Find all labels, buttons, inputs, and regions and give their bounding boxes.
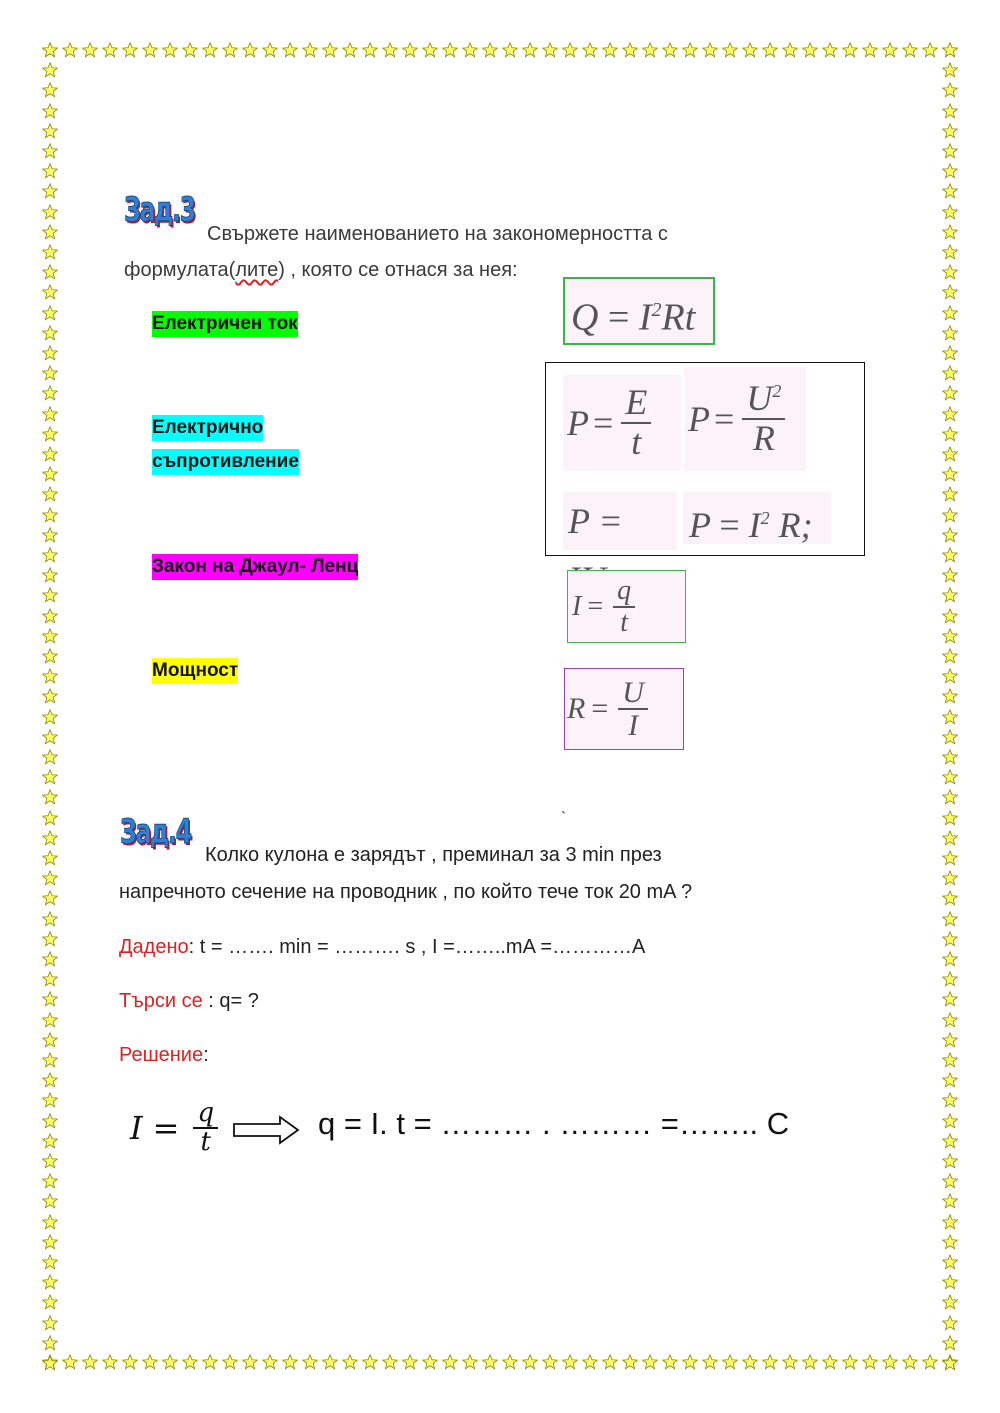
star-icon — [942, 789, 958, 805]
star-icon — [42, 183, 58, 199]
star-icon — [42, 123, 58, 139]
star-icon — [42, 830, 58, 846]
star-icon — [942, 1072, 958, 1088]
star-icon — [62, 1354, 78, 1370]
star-icon — [42, 749, 58, 765]
star-icon — [142, 42, 158, 58]
star-icon — [42, 507, 58, 523]
star-icon — [122, 42, 138, 58]
underlined-word: лите — [235, 259, 279, 281]
star-icon — [942, 870, 958, 886]
star-icon — [842, 42, 858, 58]
star-icon — [202, 1354, 218, 1370]
star-icon — [942, 143, 958, 159]
task3-badge: Зад.3 — [124, 190, 195, 230]
formula-resistance[interactable]: R = $\frac{U}{I}$ — [564, 668, 684, 750]
star-icon — [42, 284, 58, 300]
star-icon — [942, 446, 958, 462]
star-icon — [342, 42, 358, 58]
star-icon — [502, 1354, 518, 1370]
star-icon — [42, 1294, 58, 1310]
star-icon — [42, 1113, 58, 1129]
star-icon — [42, 911, 58, 927]
star-icon — [42, 486, 58, 502]
star-icon — [942, 1294, 958, 1310]
star-icon — [942, 284, 958, 300]
star-icon — [42, 1072, 58, 1088]
star-icon — [42, 709, 58, 725]
star-border-bottom — [40, 1352, 960, 1372]
star-icon — [582, 1354, 598, 1370]
star-icon — [942, 1335, 958, 1351]
star-icon — [42, 305, 58, 321]
star-icon — [42, 1214, 58, 1230]
star-icon — [102, 1354, 118, 1370]
star-icon — [402, 42, 418, 58]
star-icon — [42, 547, 58, 563]
formula-power-u2-over-r[interactable]: P = $\frac{U^2}{R}$ — [684, 367, 806, 471]
star-icon — [42, 789, 58, 805]
star-icon — [42, 951, 58, 967]
star-icon — [942, 971, 958, 987]
star-icon — [242, 42, 258, 58]
star-icon — [42, 769, 58, 785]
star-icon — [102, 42, 118, 58]
star-icon — [942, 103, 958, 119]
star-icon — [942, 163, 958, 179]
star-icon — [942, 648, 958, 664]
star-icon — [942, 547, 958, 563]
star-icon — [582, 42, 598, 58]
star-icon — [42, 406, 58, 422]
star-icon — [42, 325, 58, 341]
star-icon — [942, 729, 958, 745]
star-icon — [922, 42, 938, 58]
star-icon — [942, 628, 958, 644]
star-icon — [482, 1354, 498, 1370]
star-icon — [942, 183, 958, 199]
star-icon — [942, 890, 958, 906]
star-icon — [602, 1354, 618, 1370]
star-icon — [942, 749, 958, 765]
star-icon — [82, 42, 98, 58]
star-icon — [942, 1153, 958, 1169]
star-icon — [942, 769, 958, 785]
star-icon — [42, 567, 58, 583]
star-icon — [42, 224, 58, 240]
star-icon — [862, 1354, 878, 1370]
star-icon — [42, 1032, 58, 1048]
star-icon — [502, 42, 518, 58]
star-icon — [342, 1354, 358, 1370]
stray-mark: ` — [561, 810, 567, 827]
star-icon — [942, 830, 958, 846]
solution-line: Решение: — [119, 1044, 209, 1066]
star-icon — [942, 1113, 958, 1129]
solution-result: q = I. t = ……… . ……… =…….. C — [318, 1106, 790, 1141]
star-icon — [42, 971, 58, 987]
star-icon — [742, 42, 758, 58]
star-icon — [222, 1354, 238, 1370]
star-icon — [942, 1052, 958, 1068]
star-icon — [282, 42, 298, 58]
star-icon — [902, 42, 918, 58]
star-icon — [942, 507, 958, 523]
star-icon — [742, 1354, 758, 1370]
star-icon — [362, 1354, 378, 1370]
star-icon — [942, 1274, 958, 1290]
star-border-left — [40, 40, 60, 1375]
star-icon — [42, 1335, 58, 1351]
star-icon — [462, 42, 478, 58]
star-icon — [942, 62, 958, 78]
star-icon — [122, 1354, 138, 1370]
star-icon — [942, 1193, 958, 1209]
star-icon — [622, 42, 638, 58]
star-icon — [42, 1193, 58, 1209]
label-joule-lenz[interactable]: Закон на Джаул- Ленц — [152, 550, 358, 584]
star-icon — [62, 42, 78, 58]
formula-current[interactable]: I = $\frac{q}{t}$ — [567, 570, 686, 643]
star-icon — [42, 688, 58, 704]
star-icon — [42, 1133, 58, 1149]
star-icon — [382, 1354, 398, 1370]
star-icon — [42, 1173, 58, 1189]
star-icon — [722, 42, 738, 58]
star-icon — [482, 42, 498, 58]
star-icon — [322, 42, 338, 58]
star-icon — [42, 1254, 58, 1270]
formula-power-i2r[interactable]: $P = I^2$ R; — [683, 492, 831, 544]
star-icon — [662, 1354, 678, 1370]
star-icon — [42, 810, 58, 826]
star-icon — [42, 446, 58, 462]
star-icon — [942, 1133, 958, 1149]
star-icon — [42, 729, 58, 745]
star-icon — [882, 42, 898, 58]
star-icon — [42, 365, 58, 381]
star-icon — [942, 406, 958, 422]
star-icon — [302, 42, 318, 58]
star-icon — [42, 42, 58, 58]
given-line: Дадено: t = ……. min = ………. s , I =……..mA =…………A — [119, 936, 646, 958]
star-icon — [542, 42, 558, 58]
star-icon — [42, 648, 58, 664]
star-icon — [942, 991, 958, 1007]
star-icon — [182, 42, 198, 58]
star-icon — [942, 1315, 958, 1331]
star-icon — [802, 1354, 818, 1370]
star-icon — [702, 1354, 718, 1370]
star-icon — [262, 42, 278, 58]
star-icon — [722, 1354, 738, 1370]
star-icon — [562, 1354, 578, 1370]
star-icon — [942, 709, 958, 725]
star-icon — [602, 42, 618, 58]
star-icon — [42, 103, 58, 119]
star-icon — [942, 365, 958, 381]
star-icon — [42, 1012, 58, 1028]
star-icon — [202, 42, 218, 58]
star-icon — [942, 911, 958, 927]
star-icon — [942, 42, 958, 58]
star-icon — [522, 1354, 538, 1370]
star-icon — [42, 244, 58, 260]
star-icon — [362, 42, 378, 58]
star-icon — [162, 1354, 178, 1370]
star-icon — [942, 1254, 958, 1270]
star-icon — [42, 1092, 58, 1108]
star-icon — [942, 466, 958, 482]
formula-joule-lenz[interactable]: $Q = I^2Rt$ — [563, 277, 715, 345]
star-icon — [42, 82, 58, 98]
star-icon — [82, 1354, 98, 1370]
star-icon — [942, 345, 958, 361]
star-icon — [942, 385, 958, 401]
star-icon — [942, 1234, 958, 1250]
star-icon — [42, 1315, 58, 1331]
star-icon — [922, 1354, 938, 1370]
star-icon — [302, 1354, 318, 1370]
star-icon — [942, 264, 958, 280]
star-icon — [42, 1234, 58, 1250]
star-icon — [942, 567, 958, 583]
star-icon — [42, 850, 58, 866]
label-power[interactable]: Мощност — [152, 654, 238, 688]
star-icon — [662, 42, 678, 58]
solution-formula: I = $\frac{q}{t}$ — [130, 1088, 222, 1168]
star-icon — [902, 1354, 918, 1370]
star-icon — [562, 42, 578, 58]
star-icon — [782, 42, 798, 58]
label-electric-resistance[interactable]: Електрично съпротивление — [152, 411, 299, 479]
star-icon — [682, 1354, 698, 1370]
star-icon — [222, 42, 238, 58]
star-icon — [782, 1354, 798, 1370]
star-icon — [42, 466, 58, 482]
star-icon — [42, 1153, 58, 1169]
star-icon — [542, 1354, 558, 1370]
star-icon — [942, 1214, 958, 1230]
star-icon — [422, 1354, 438, 1370]
star-icon — [642, 42, 658, 58]
star-icon — [942, 1355, 958, 1371]
star-icon — [522, 42, 538, 58]
star-icon — [42, 870, 58, 886]
star-icon — [762, 42, 778, 58]
star-icon — [42, 931, 58, 947]
star-icon — [942, 1173, 958, 1189]
star-icon — [942, 426, 958, 442]
star-icon — [42, 426, 58, 442]
star-border-right — [940, 40, 960, 1375]
star-icon — [42, 1355, 58, 1371]
star-icon — [762, 1354, 778, 1370]
star-icon — [142, 1354, 158, 1370]
star-icon — [942, 951, 958, 967]
find-line: Търси се : q= ? — [119, 990, 259, 1012]
formula-power-iu[interactable]: P = — [563, 492, 677, 550]
star-icon — [42, 385, 58, 401]
task4-question-line2: напречното сечение на проводник , по който тече ток 20 mA ? — [119, 881, 693, 903]
star-icon — [42, 608, 58, 624]
star-icon — [942, 123, 958, 139]
star-icon — [702, 42, 718, 58]
star-icon — [942, 325, 958, 341]
star-icon — [942, 587, 958, 603]
star-border-top — [40, 40, 960, 60]
task4-badge: Зад.4 — [120, 812, 191, 852]
star-icon — [942, 810, 958, 826]
star-icon — [42, 143, 58, 159]
star-icon — [322, 1354, 338, 1370]
implies-arrow-icon — [232, 1114, 302, 1146]
star-icon — [682, 42, 698, 58]
star-icon — [882, 1354, 898, 1370]
star-icon — [842, 1354, 858, 1370]
star-icon — [262, 1354, 278, 1370]
star-icon — [862, 42, 878, 58]
star-icon — [242, 1354, 258, 1370]
star-icon — [462, 1354, 478, 1370]
star-icon — [942, 850, 958, 866]
star-icon — [42, 1052, 58, 1068]
label-electric-current[interactable]: Електричен ток — [152, 307, 298, 341]
star-icon — [42, 163, 58, 179]
star-icon — [422, 42, 438, 58]
task4-question-line1: Колко кулона е зарядът , преминал за 3 min през — [205, 844, 662, 866]
star-icon — [442, 42, 458, 58]
formula-power-e-over-t[interactable]: P = $\frac{E}{t}$ — [563, 375, 681, 471]
star-icon — [282, 1354, 298, 1370]
star-icon — [942, 668, 958, 684]
star-icon — [942, 82, 958, 98]
star-icon — [42, 264, 58, 280]
star-icon — [942, 204, 958, 220]
star-icon — [42, 1274, 58, 1290]
star-icon — [42, 890, 58, 906]
star-icon — [942, 1092, 958, 1108]
star-icon — [42, 628, 58, 644]
star-icon — [622, 1354, 638, 1370]
star-icon — [942, 486, 958, 502]
star-icon — [942, 244, 958, 260]
star-icon — [822, 42, 838, 58]
star-icon — [402, 1354, 418, 1370]
star-icon — [42, 345, 58, 361]
task3-prompt-line1: Свържете наименованието на закономерността с — [207, 223, 668, 245]
star-icon — [42, 668, 58, 684]
star-icon — [942, 688, 958, 704]
star-icon — [42, 527, 58, 543]
star-icon — [42, 204, 58, 220]
star-icon — [42, 62, 58, 78]
star-icon — [942, 224, 958, 240]
star-icon — [182, 1354, 198, 1370]
star-icon — [42, 587, 58, 603]
star-icon — [162, 42, 178, 58]
star-icon — [942, 931, 958, 947]
star-icon — [822, 1354, 838, 1370]
star-icon — [42, 991, 58, 1007]
star-icon — [442, 1354, 458, 1370]
star-icon — [382, 42, 398, 58]
star-icon — [942, 1032, 958, 1048]
star-icon — [942, 1012, 958, 1028]
star-icon — [942, 608, 958, 624]
star-icon — [642, 1354, 658, 1370]
star-icon — [942, 305, 958, 321]
task3-prompt-line2: формулата(лите) , която се отнася за нея: — [124, 259, 518, 281]
star-icon — [802, 42, 818, 58]
star-icon — [942, 527, 958, 543]
